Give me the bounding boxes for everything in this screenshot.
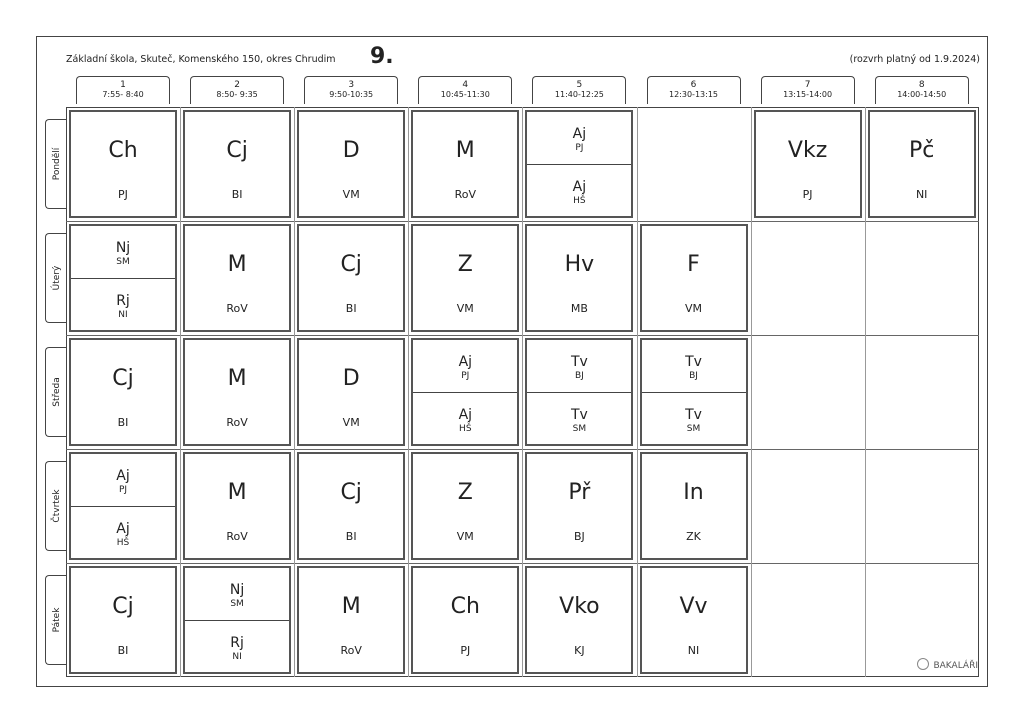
subject: Tv	[570, 407, 588, 423]
teacher: PJ	[118, 188, 128, 201]
teacher: HŠ	[116, 538, 130, 548]
teacher: HŠ	[459, 424, 472, 434]
lesson-cell	[640, 224, 748, 332]
lesson-cell	[868, 110, 976, 218]
subject: Cj	[340, 252, 362, 277]
lesson-group	[185, 568, 289, 621]
subject: M	[341, 594, 361, 619]
lesson-group	[413, 393, 517, 445]
teacher: NI	[232, 652, 242, 662]
teacher: ZK	[686, 530, 701, 543]
subject: Hv	[564, 252, 595, 277]
lesson-cell	[69, 110, 177, 218]
teacher: MB	[570, 302, 588, 315]
lesson-cell-split	[411, 338, 519, 446]
subject: Cj	[226, 138, 248, 163]
lesson-group	[527, 112, 631, 165]
lesson-cell	[183, 338, 291, 446]
teacher: BI	[117, 416, 129, 429]
period-time: 8:50- 9:35	[216, 90, 258, 99]
period-number: 8	[918, 80, 925, 90]
lesson-group	[185, 621, 289, 673]
subject: Vv	[679, 594, 708, 619]
subject: Vko	[559, 594, 600, 619]
teacher: VM	[456, 530, 474, 543]
teacher: PJ	[461, 371, 470, 381]
lesson-cell	[525, 224, 633, 332]
teacher: BJ	[573, 530, 585, 543]
teacher: RoV	[454, 188, 476, 201]
subject: Cj	[112, 366, 134, 391]
column-divider	[522, 107, 523, 677]
teacher: SM	[230, 599, 244, 609]
subject: Aj	[458, 354, 473, 370]
teacher: BJ	[574, 371, 584, 381]
period-time: 14:00-14:50	[897, 90, 947, 99]
lesson-cell-split	[640, 338, 748, 446]
lesson-cell	[411, 566, 519, 674]
column-divider	[294, 107, 295, 677]
teacher: VM	[456, 302, 474, 315]
lesson-cell	[525, 566, 633, 674]
lesson-cell	[525, 452, 633, 560]
lesson-cell	[183, 110, 291, 218]
period-number: 1	[120, 80, 126, 90]
validity-note: (rozvrh platný od 1.9.2024)	[849, 54, 980, 65]
teacher: KJ	[574, 644, 585, 657]
period-time: 7:55- 8:40	[102, 90, 144, 99]
lesson-cell	[297, 110, 405, 218]
period-number: 3	[348, 80, 355, 90]
subject: Cj	[112, 594, 134, 619]
teacher: VM	[342, 416, 360, 429]
lesson-group	[527, 165, 631, 217]
lesson-cell	[640, 566, 748, 674]
day-label	[45, 461, 67, 551]
lesson-cell	[411, 110, 519, 218]
subject: Z	[457, 480, 473, 505]
day-label	[45, 575, 67, 665]
lesson-group	[71, 454, 175, 507]
lesson-cell-split	[69, 224, 177, 332]
day-name: Čtvrtek	[51, 489, 62, 523]
subject: Z	[457, 252, 473, 277]
teacher: PJ	[802, 188, 813, 201]
teacher: BI	[345, 302, 357, 315]
period-header	[761, 76, 855, 104]
lesson-group	[71, 279, 175, 331]
lesson-group	[71, 226, 175, 279]
teacher: HŠ	[573, 196, 586, 206]
lesson-group	[642, 340, 746, 393]
lesson-cell-split	[525, 338, 633, 446]
subject: M	[227, 480, 247, 505]
period-time: 11:40-12:25	[554, 90, 604, 99]
subject: Ch	[450, 594, 480, 619]
period-header	[875, 76, 969, 104]
lesson-cell-split	[69, 452, 177, 560]
lesson-cell	[411, 452, 519, 560]
teacher: RoV	[226, 416, 248, 429]
subject: Aj	[572, 126, 587, 142]
lesson-group	[413, 340, 517, 393]
lesson-group	[527, 340, 631, 393]
day-name: Pondělí	[51, 147, 62, 181]
column-divider	[637, 107, 638, 677]
teacher: NI	[915, 188, 928, 201]
period-header	[190, 76, 284, 104]
column-divider	[180, 107, 181, 677]
subject: Nj	[115, 240, 131, 256]
period-header	[647, 76, 741, 104]
lesson-cell	[297, 224, 405, 332]
teacher: VM	[342, 188, 360, 201]
lesson-cell	[69, 338, 177, 446]
school-name: Základní škola, Skuteč, Komenského 150, okres Chrudim	[66, 54, 336, 65]
lesson-cell	[640, 452, 748, 560]
teacher: SM	[572, 424, 587, 434]
logo-text: BAKALÁŘI	[933, 661, 978, 671]
lesson-cell-split	[183, 566, 291, 674]
subject: D	[342, 138, 360, 163]
subject: Vkz	[787, 138, 828, 163]
lesson-cell	[297, 452, 405, 560]
period-header	[532, 76, 626, 104]
teacher: BI	[117, 644, 129, 657]
teacher: NI	[687, 644, 700, 657]
subject: M	[227, 252, 247, 277]
subject: Rj	[230, 635, 244, 651]
subject: Ch	[108, 138, 138, 163]
period-header	[76, 76, 170, 104]
period-time: 10:45-11:30	[440, 90, 490, 99]
subject: M	[455, 138, 475, 163]
lesson-group	[642, 393, 746, 445]
subject: D	[342, 366, 360, 391]
bakalari-logo	[917, 658, 978, 671]
teacher: BI	[345, 530, 357, 543]
period-time: 12:30-13:15	[669, 90, 718, 99]
lesson-cell	[69, 566, 177, 674]
lesson-cell	[183, 452, 291, 560]
lesson-group	[527, 393, 631, 445]
period-number: 4	[462, 80, 469, 90]
subject: Cj	[340, 480, 362, 505]
subject: Aj	[116, 521, 130, 537]
day-name: Středa	[51, 377, 62, 407]
period-header	[304, 76, 398, 104]
bakalari-logo-icon	[917, 658, 929, 670]
column-divider	[751, 107, 752, 677]
lesson-cell-split	[525, 110, 633, 218]
subject: Tv	[685, 407, 702, 423]
teacher: BI	[231, 188, 243, 201]
subject: Aj	[116, 468, 130, 484]
column-divider	[408, 107, 409, 677]
subject: Aj	[572, 179, 587, 195]
teacher: PJ	[118, 485, 128, 495]
period-number: 6	[690, 80, 697, 90]
lesson-cell	[297, 566, 405, 674]
period-number: 5	[576, 80, 583, 90]
day-label	[45, 233, 67, 323]
day-label	[45, 119, 67, 209]
teacher: RoV	[226, 530, 248, 543]
subject: Tv	[685, 354, 702, 370]
teacher: NI	[118, 310, 128, 320]
subject: Rj	[116, 293, 130, 309]
subject: Pč	[909, 138, 935, 163]
subject: Nj	[229, 582, 245, 598]
teacher: SM	[116, 257, 130, 267]
teacher: VM	[684, 302, 702, 315]
period-number: 7	[804, 80, 811, 90]
subject: M	[227, 366, 247, 391]
teacher: SM	[686, 424, 701, 434]
day-label	[45, 347, 67, 437]
period-number: 2	[234, 80, 240, 90]
teacher: RoV	[340, 644, 362, 657]
teacher: RoV	[226, 302, 248, 315]
day-name: Pátek	[51, 607, 62, 633]
period-time: 13:15-14:00	[783, 90, 833, 99]
day-name: Úterý	[51, 265, 62, 291]
lesson-cell	[754, 110, 862, 218]
period-time: 9:50-10:35	[329, 90, 374, 99]
subject: Př	[568, 480, 591, 505]
subject: Tv	[570, 354, 588, 370]
column-divider	[865, 107, 866, 677]
subject: In	[683, 480, 704, 505]
teacher: BJ	[689, 371, 698, 381]
subject: Aj	[458, 407, 473, 423]
teacher: PJ	[460, 644, 471, 657]
period-header	[418, 76, 512, 104]
subject: F	[687, 252, 700, 277]
teacher: PJ	[575, 143, 584, 153]
lesson-cell	[183, 224, 291, 332]
class-name: 9.	[370, 44, 394, 69]
lesson-group	[71, 507, 175, 559]
lesson-cell	[297, 338, 405, 446]
lesson-cell	[411, 224, 519, 332]
